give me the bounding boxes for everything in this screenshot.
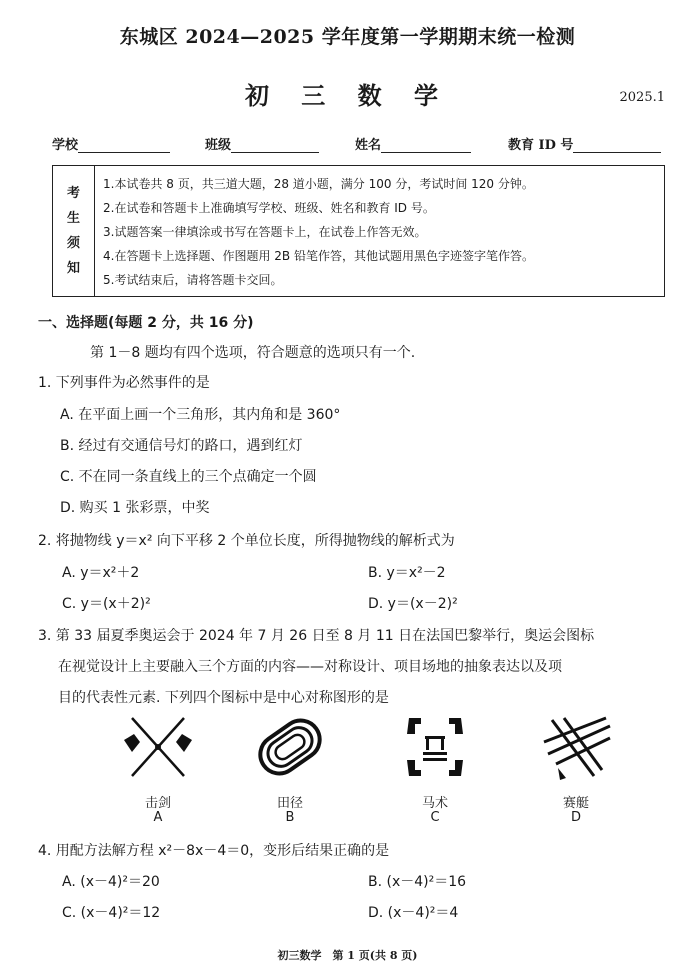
question-3-stem-line: 在视觉设计上主要融入三个方面的内容——对称设计、项目场地的抽象表达以及项 xyxy=(58,659,562,675)
question-3-stem-line: 3. 第 33 届夏季奥运会于 2024 年 7 月 26 日至 8 月 11 日在法国巴黎举行，奥运会图标 xyxy=(38,628,595,644)
q4-option-c: C. (x－4)²＝12 xyxy=(62,905,161,921)
question-3-stem-line: 目的代表性元素. 下列四个图标中是中心对称图形的是 xyxy=(58,690,389,706)
athletics-icon xyxy=(250,712,330,782)
exam-title: 东城区 2024—2025 学年度第一学期期末统一检测 xyxy=(119,26,576,48)
fencing-icon xyxy=(118,712,198,782)
notice-label: 考 生 须 知 xyxy=(53,166,95,296)
notice-item: 5.考试结束后，请将答题卡交回。 xyxy=(103,273,283,287)
question-4-stem: 4. 用配方法解方程 x²－8x－4＝0，变形后结果正确的是 xyxy=(38,843,390,859)
subject-title: 初 三 数 学 xyxy=(244,81,451,110)
q2-option-c: C. y＝(x＋2)² xyxy=(62,596,151,612)
rowing-icon xyxy=(536,712,616,782)
q1-option-c: C. 不在同一条直线上的三个点确定一个圆 xyxy=(60,469,317,485)
icon-label-letter: D xyxy=(570,810,581,825)
icon-label-letter: A xyxy=(153,810,163,825)
exam-notice-box xyxy=(52,165,665,297)
school-field: 学校 xyxy=(52,134,170,153)
exam-date: 2025.1 xyxy=(619,90,665,105)
q2-option-d: D. y＝(x－2)² xyxy=(368,596,458,612)
q4-option-b: B. (x－4)²＝16 xyxy=(368,874,467,890)
icon-label-name: 赛艇 xyxy=(562,796,589,811)
name-field: 姓名 xyxy=(355,134,471,153)
class-field: 班级 xyxy=(205,134,319,153)
page-footer: 初三数学 第 1 页(共 8 页) xyxy=(277,949,418,962)
notice-item: 4.在答题卡上选择题、作图题用 2B 铅笔作答，其他试题用黑色字迹签字笔作答。 xyxy=(103,249,534,263)
icon-label-name: 马术 xyxy=(421,796,448,811)
q1-option-a: A. 在平面上画一个三角形，其内角和是 360° xyxy=(60,407,341,423)
notice-item: 3.试题答案一律填涂或书写在答题卡上，在试卷上作答无效。 xyxy=(103,225,427,239)
q4-option-d: D. (x－4)²＝4 xyxy=(368,905,459,921)
question-1-stem: 1. 下列事件为必然事件的是 xyxy=(38,375,210,391)
q4-option-a: A. (x－4)²＝20 xyxy=(62,874,160,890)
section-instruction: 第 1－8 题均有四个选项，符合题意的选项只有一个. xyxy=(90,345,416,361)
q2-option-b: B. y＝x²－2 xyxy=(368,565,446,581)
icon-label-letter: C xyxy=(430,810,440,825)
question-2-stem: 2. 将抛物线 y＝x² 向下平移 2 个单位长度，所得抛物线的解析式为 xyxy=(38,533,455,549)
equestrian-icon xyxy=(395,712,475,782)
icon-label-name: 击剑 xyxy=(144,796,171,811)
section-heading: 一、选择题(每题 2 分，共 16 分) xyxy=(38,315,254,331)
icon-label-name: 田径 xyxy=(276,796,303,811)
q2-option-a: A. y＝x²＋2 xyxy=(62,565,140,581)
q1-option-b: B. 经过有交通信号灯的路口，遇到红灯 xyxy=(60,438,303,454)
notice-item: 2.在试卷和答题卡上准确填写学校、班级、姓名和教育 ID 号。 xyxy=(103,201,435,215)
q1-option-d: D. 购买 1 张彩票，中奖 xyxy=(60,500,210,516)
notice-item: 1.本试卷共 8 页，共三道大题，28 道小题，满分 100 分，考试时间 120 分钟。 xyxy=(103,177,534,191)
edu-id-field: 教育 ID 号 xyxy=(508,134,661,153)
icon-label-letter: B xyxy=(285,810,295,825)
notice-list xyxy=(103,172,658,292)
